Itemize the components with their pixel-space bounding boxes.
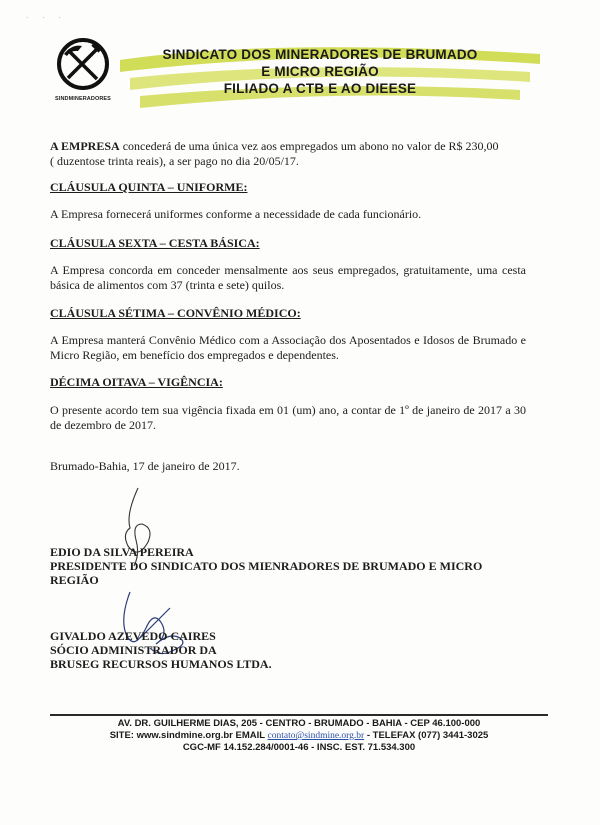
scan-marks: · · · (26, 14, 67, 22)
signatory-2-company: BRUSEG RECURSOS HUMANOS LTDA. (50, 657, 272, 671)
footer-telefax: - TELEFAX (077) 3441-3025 (366, 730, 489, 741)
signatory-2-title: SÓCIO ADMINISTRADOR DA (50, 643, 217, 657)
intro-paragraph (50, 139, 526, 169)
header-title: SINDICATO DOS MINERADORES DE BRUMADO (162, 47, 478, 62)
logo-caption: SINDMINERADORES (55, 96, 111, 102)
footer-email-link[interactable]: contato@sindmine.org.br (267, 731, 365, 741)
clause-heading: DÉCIMA OITAVA – VIGÊNCIA: (50, 375, 223, 389)
signatory-1-title: PRESIDENTE DO SINDICATO DOS MIENRADORES DE BRUMADO E MICRO (50, 559, 483, 573)
header-subtitle: E MICRO REGIÃO (261, 64, 379, 79)
intro-text-a: concederá de uma única vez aos empregados um abono no valor de R$ 230,00 (119, 139, 499, 153)
clause-text: O presente acordo tem sua vigência fixada em 01 (um) ano, a contar de 1º de janeiro de 2017 a 30 de dezembro de 2017. (50, 403, 526, 432)
clause-heading: CLÁUSULA SÉTIMA – CONVÊNIO MÉDICO: (50, 306, 301, 320)
place-date: Brumado-Bahia, 17 de janeiro de 2017. (50, 459, 240, 473)
clause-heading: CLÁUSULA SEXTA – CESTA BÁSICA: (50, 236, 260, 250)
footer-contact (50, 730, 548, 742)
intro-label: A EMPRESA (50, 139, 120, 153)
clause-text: A Empresa concorda em conceder mensalmente aos seus empregados, gratuitamente, uma cesta básica de alimentos com 37 (trinta e sete) quilos. (50, 263, 526, 292)
clause-text: A Empresa manterá Convênio Médico com a Associação dos Aposentados e Idosos de Brumado e Micro Região, em benefício dos empregados e dependentes. (50, 333, 526, 362)
signatory-2-name: GIVALDO AZEVEDO CAIRES (50, 629, 216, 643)
header-affiliation: FILIADO A CTB E AO DIEESE (223, 81, 417, 96)
clause-heading: CLÁUSULA QUINTA – UNIFORME: (50, 180, 248, 194)
clause-text: A Empresa fornecerá uniformes conforme a necessidade de cada funcionário. (50, 207, 422, 221)
signatory-1-title-cont: REGIÃO (50, 573, 99, 587)
intro-text-b: ( duzentose trinta reais), a ser pago no dia 20/05/17. (50, 154, 299, 168)
footer-registry: CGC-MF 14.152.284/0001-46 - INSC. EST. 71.534.300 (182, 742, 416, 753)
footer-site-label: SITE: www.sindmine.org.br EMAIL (109, 730, 265, 741)
footer-address: AV. DR. GUILHERME DIAS, 205 - CENTRO - BRUMADO - BAHIA - CEP 46.100-000 (117, 718, 481, 729)
footer-divider (50, 714, 548, 716)
signatory-1-name: EDIO DA SILVA PEREIRA (50, 545, 194, 559)
